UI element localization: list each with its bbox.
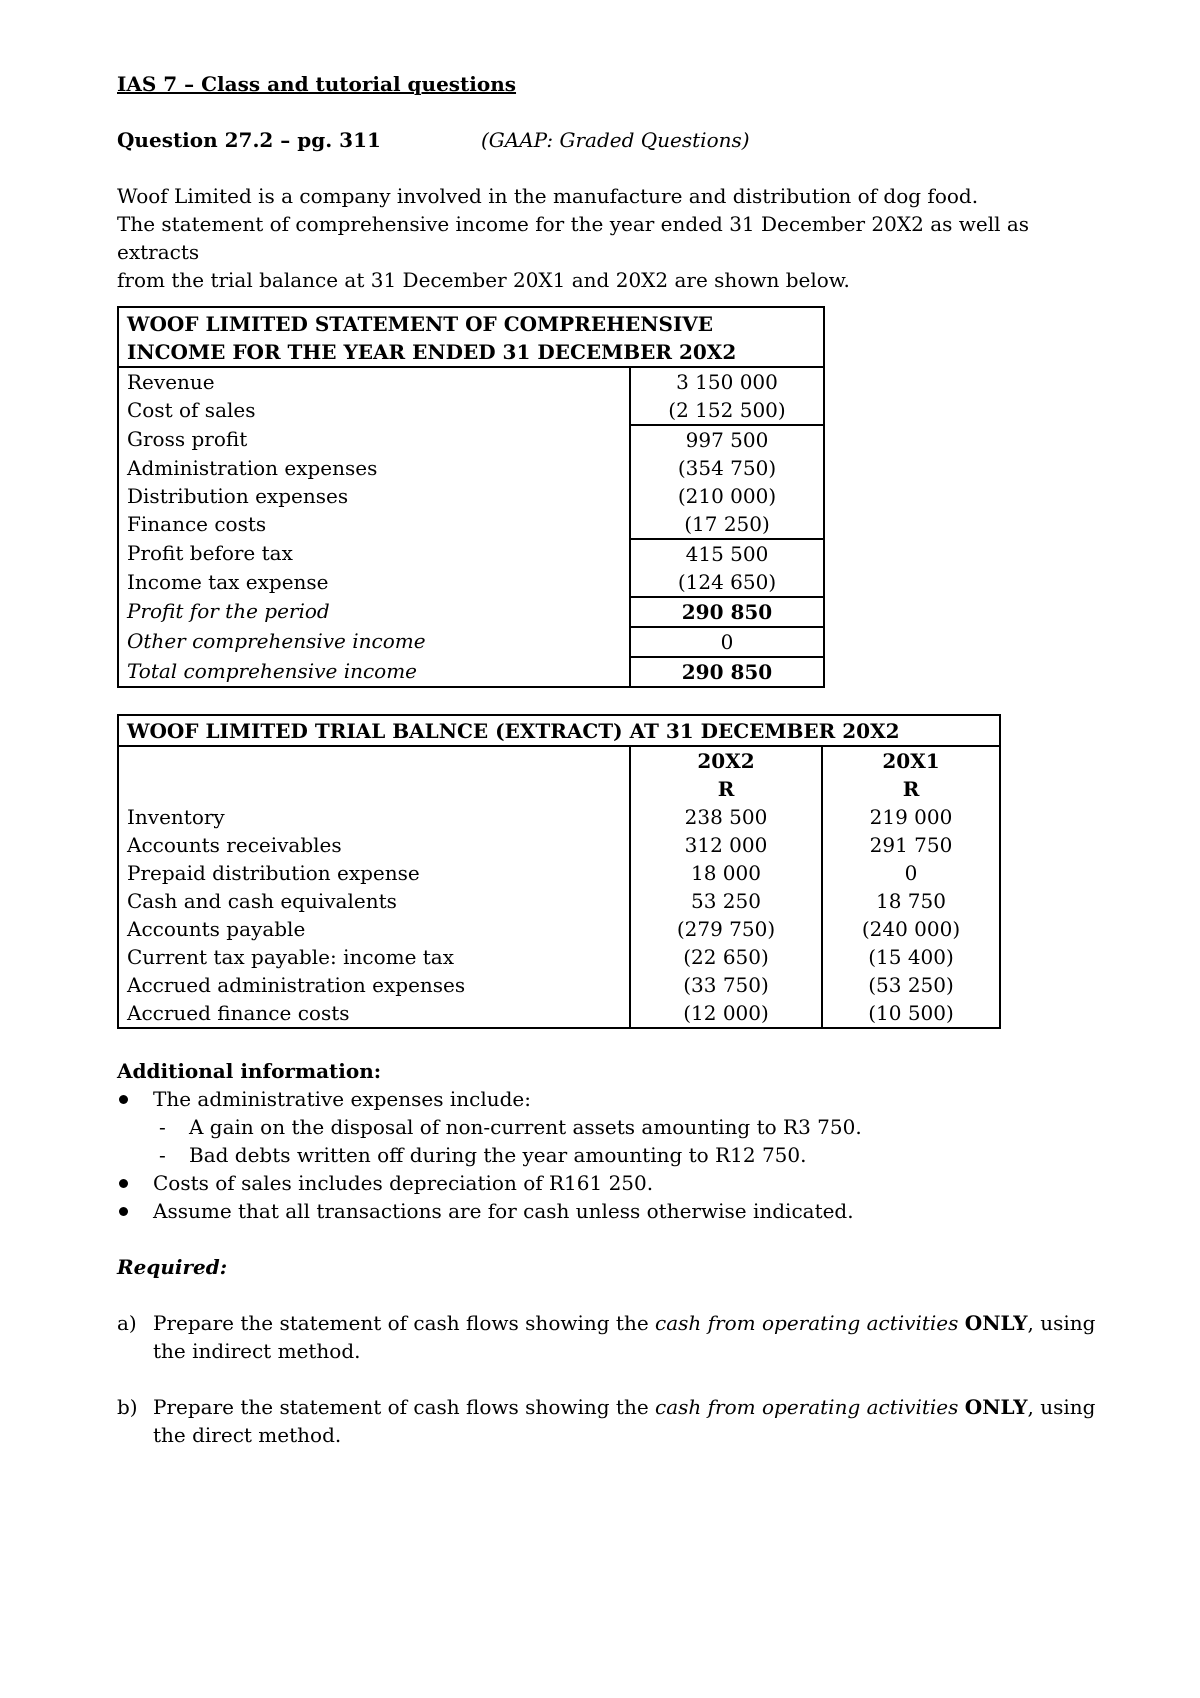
- question-line: [117, 126, 1107, 154]
- part-bold: ONLY: [964, 1395, 1028, 1419]
- part-label: b): [117, 1395, 138, 1419]
- row-value: 415 500: [630, 539, 824, 568]
- income-statement-heading: [118, 307, 824, 367]
- dash-icon: -: [159, 1143, 166, 1167]
- column-currency: R: [902, 777, 920, 801]
- row-label: Gross profit: [118, 425, 630, 454]
- bullet-text: The administrative expenses include:: [153, 1087, 531, 1111]
- row-value-20x2: 53 250: [630, 887, 822, 915]
- intro-paragraph: [117, 182, 1107, 294]
- table-row: [118, 859, 1000, 887]
- question-source: (GAAP: Graded Questions): [481, 128, 750, 152]
- sub-list: [153, 1113, 1107, 1169]
- part-bold: ONLY: [964, 1311, 1028, 1335]
- table-row: [118, 539, 824, 568]
- table-row: [118, 971, 1000, 999]
- part-text: Prepare the statement of cash flows showing the: [153, 1311, 656, 1335]
- bullet-text: Assume that all transactions are for cash unless otherwise indicated.: [153, 1199, 854, 1223]
- table-row: [118, 999, 1000, 1028]
- row-label: Current tax payable: income tax: [118, 943, 630, 971]
- table-row: [118, 510, 824, 539]
- trial-balance-heading: WOOF LIMITED TRIAL BALNCE (EXTRACT) AT 31 DECEMBER 20X2: [118, 715, 1000, 746]
- table-row: [118, 367, 824, 396]
- table-row: [118, 831, 1000, 859]
- row-value: (2 152 500): [668, 398, 786, 422]
- row-value: (124 650): [677, 570, 777, 594]
- row-label: Administration expenses: [118, 454, 630, 482]
- table-row: [118, 887, 1000, 915]
- intro-line: The statement of comprehensive income for the year ended 31 December 20X2 as well as extracts: [117, 212, 1030, 264]
- sub-item-text: Bad debts written off during the year amounting to R12 750.: [189, 1143, 807, 1167]
- row-value-20x2: (279 750): [630, 915, 822, 943]
- bullet-text: Costs of sales includes depreciation of R161 250.: [153, 1171, 654, 1195]
- income-statement-table: [117, 306, 825, 688]
- sub-item-text: A gain on the disposal of non-current assets amounting to R3 750.: [189, 1115, 862, 1139]
- part-italic: cash from operating activities: [655, 1395, 959, 1419]
- table-row: [118, 943, 1000, 971]
- column-header-20x1: [822, 746, 1000, 803]
- list-item: [153, 1113, 1107, 1141]
- column-header-20x2: [630, 746, 822, 803]
- column-year: 20X1: [882, 749, 940, 773]
- table-row: [118, 803, 1000, 831]
- table-row: [118, 568, 824, 597]
- row-value-20x1: (15 400): [868, 945, 954, 969]
- list-item: [117, 1085, 1107, 1169]
- part-italic: cash from operating activities: [655, 1311, 959, 1335]
- bullet-icon: [119, 1207, 128, 1216]
- row-label: Total comprehensive income: [118, 657, 630, 687]
- table-row: [118, 597, 824, 627]
- row-value: 997 500: [630, 425, 824, 454]
- intro-line: from the trial balance at 31 December 20X1 and 20X2 are shown below.: [117, 268, 850, 292]
- table-row: [118, 627, 824, 657]
- row-value: (354 750): [677, 456, 777, 480]
- row-value-20x1: (240 000): [861, 917, 961, 941]
- row-label: Accrued administration expenses: [118, 971, 630, 999]
- list-item: [117, 1197, 1107, 1225]
- row-value: 290 850: [630, 597, 824, 627]
- part-text: Prepare the statement of cash flows showing the: [153, 1395, 656, 1419]
- row-value: (17 250): [684, 512, 770, 536]
- list-item: [117, 1169, 1107, 1197]
- row-value: 290 850: [630, 657, 824, 687]
- table-row: [118, 657, 824, 687]
- row-value-20x2: (22 650): [630, 943, 822, 971]
- row-label: Cost of sales: [118, 396, 630, 425]
- row-value-20x2: 238 500: [630, 803, 822, 831]
- row-label: Profit for the period: [118, 597, 630, 627]
- heading-line: WOOF LIMITED STATEMENT OF COMPREHENSIVE: [127, 312, 714, 336]
- required-heading: Required:: [117, 1255, 228, 1279]
- required-part-b: [117, 1393, 1107, 1449]
- heading-line: INCOME FOR THE YEAR ENDED 31 DECEMBER 20X2: [127, 340, 737, 364]
- table-row: [118, 454, 824, 482]
- row-value-20x1: 0: [904, 861, 918, 885]
- row-label: Other comprehensive income: [118, 627, 630, 657]
- row-value: (210 000): [677, 484, 777, 508]
- table-row: [118, 425, 824, 454]
- row-value: 3 150 000: [676, 370, 778, 394]
- row-label: Accounts payable: [118, 915, 630, 943]
- row-value-20x1: (53 250): [868, 973, 954, 997]
- intro-line: Woof Limited is a company involved in the manufacture and distribution of dog food.: [117, 184, 979, 208]
- row-value-20x2: (33 750): [630, 971, 822, 999]
- table-row: [118, 396, 824, 425]
- row-label: Accrued finance costs: [118, 999, 630, 1028]
- row-value: 0: [630, 627, 824, 657]
- column-year: 20X2: [697, 749, 755, 773]
- column-header-row: [118, 746, 1000, 803]
- row-label: Accounts receivables: [118, 831, 630, 859]
- bullet-icon: [119, 1095, 128, 1104]
- row-label: Profit before tax: [118, 539, 630, 568]
- table-row: [118, 482, 824, 510]
- question-label: Question 27.2 – pg. 311: [117, 128, 381, 152]
- part-label: a): [117, 1311, 137, 1335]
- document-page: [117, 70, 1107, 1449]
- document-title: IAS 7 – Class and tutorial questions: [117, 72, 517, 96]
- row-label: Finance costs: [118, 510, 630, 539]
- part-text: , using the direct method.: [153, 1395, 1096, 1447]
- additional-heading: Additional information:: [117, 1059, 382, 1083]
- row-label: Distribution expenses: [118, 482, 630, 510]
- list-item: [153, 1141, 1107, 1169]
- row-label: Prepaid distribution expense: [118, 859, 630, 887]
- row-value-20x2: 312 000: [630, 831, 822, 859]
- row-label: Cash and cash equivalents: [118, 887, 630, 915]
- empty-header-cell: [118, 746, 630, 803]
- row-label: Inventory: [118, 803, 630, 831]
- bullet-icon: [119, 1179, 128, 1188]
- additional-information: [117, 1057, 1107, 1225]
- table-row: [118, 915, 1000, 943]
- dash-icon: -: [159, 1115, 166, 1139]
- part-text: , using the indirect method.: [153, 1311, 1096, 1363]
- bullet-list: [117, 1085, 1107, 1225]
- row-value-20x1: 219 000: [869, 805, 953, 829]
- row-value-20x2: (12 000): [630, 999, 822, 1028]
- row-value-20x1: 18 750: [876, 889, 946, 913]
- row-label: Revenue: [118, 367, 630, 396]
- row-value-20x1: 291 750: [869, 833, 953, 857]
- row-label: Income tax expense: [118, 568, 630, 597]
- row-value-20x2: 18 000: [630, 859, 822, 887]
- column-currency: R: [717, 777, 735, 801]
- row-value-20x1: (10 500): [868, 1001, 954, 1025]
- trial-balance-table: [117, 714, 1001, 1029]
- required-part-a: [117, 1309, 1107, 1365]
